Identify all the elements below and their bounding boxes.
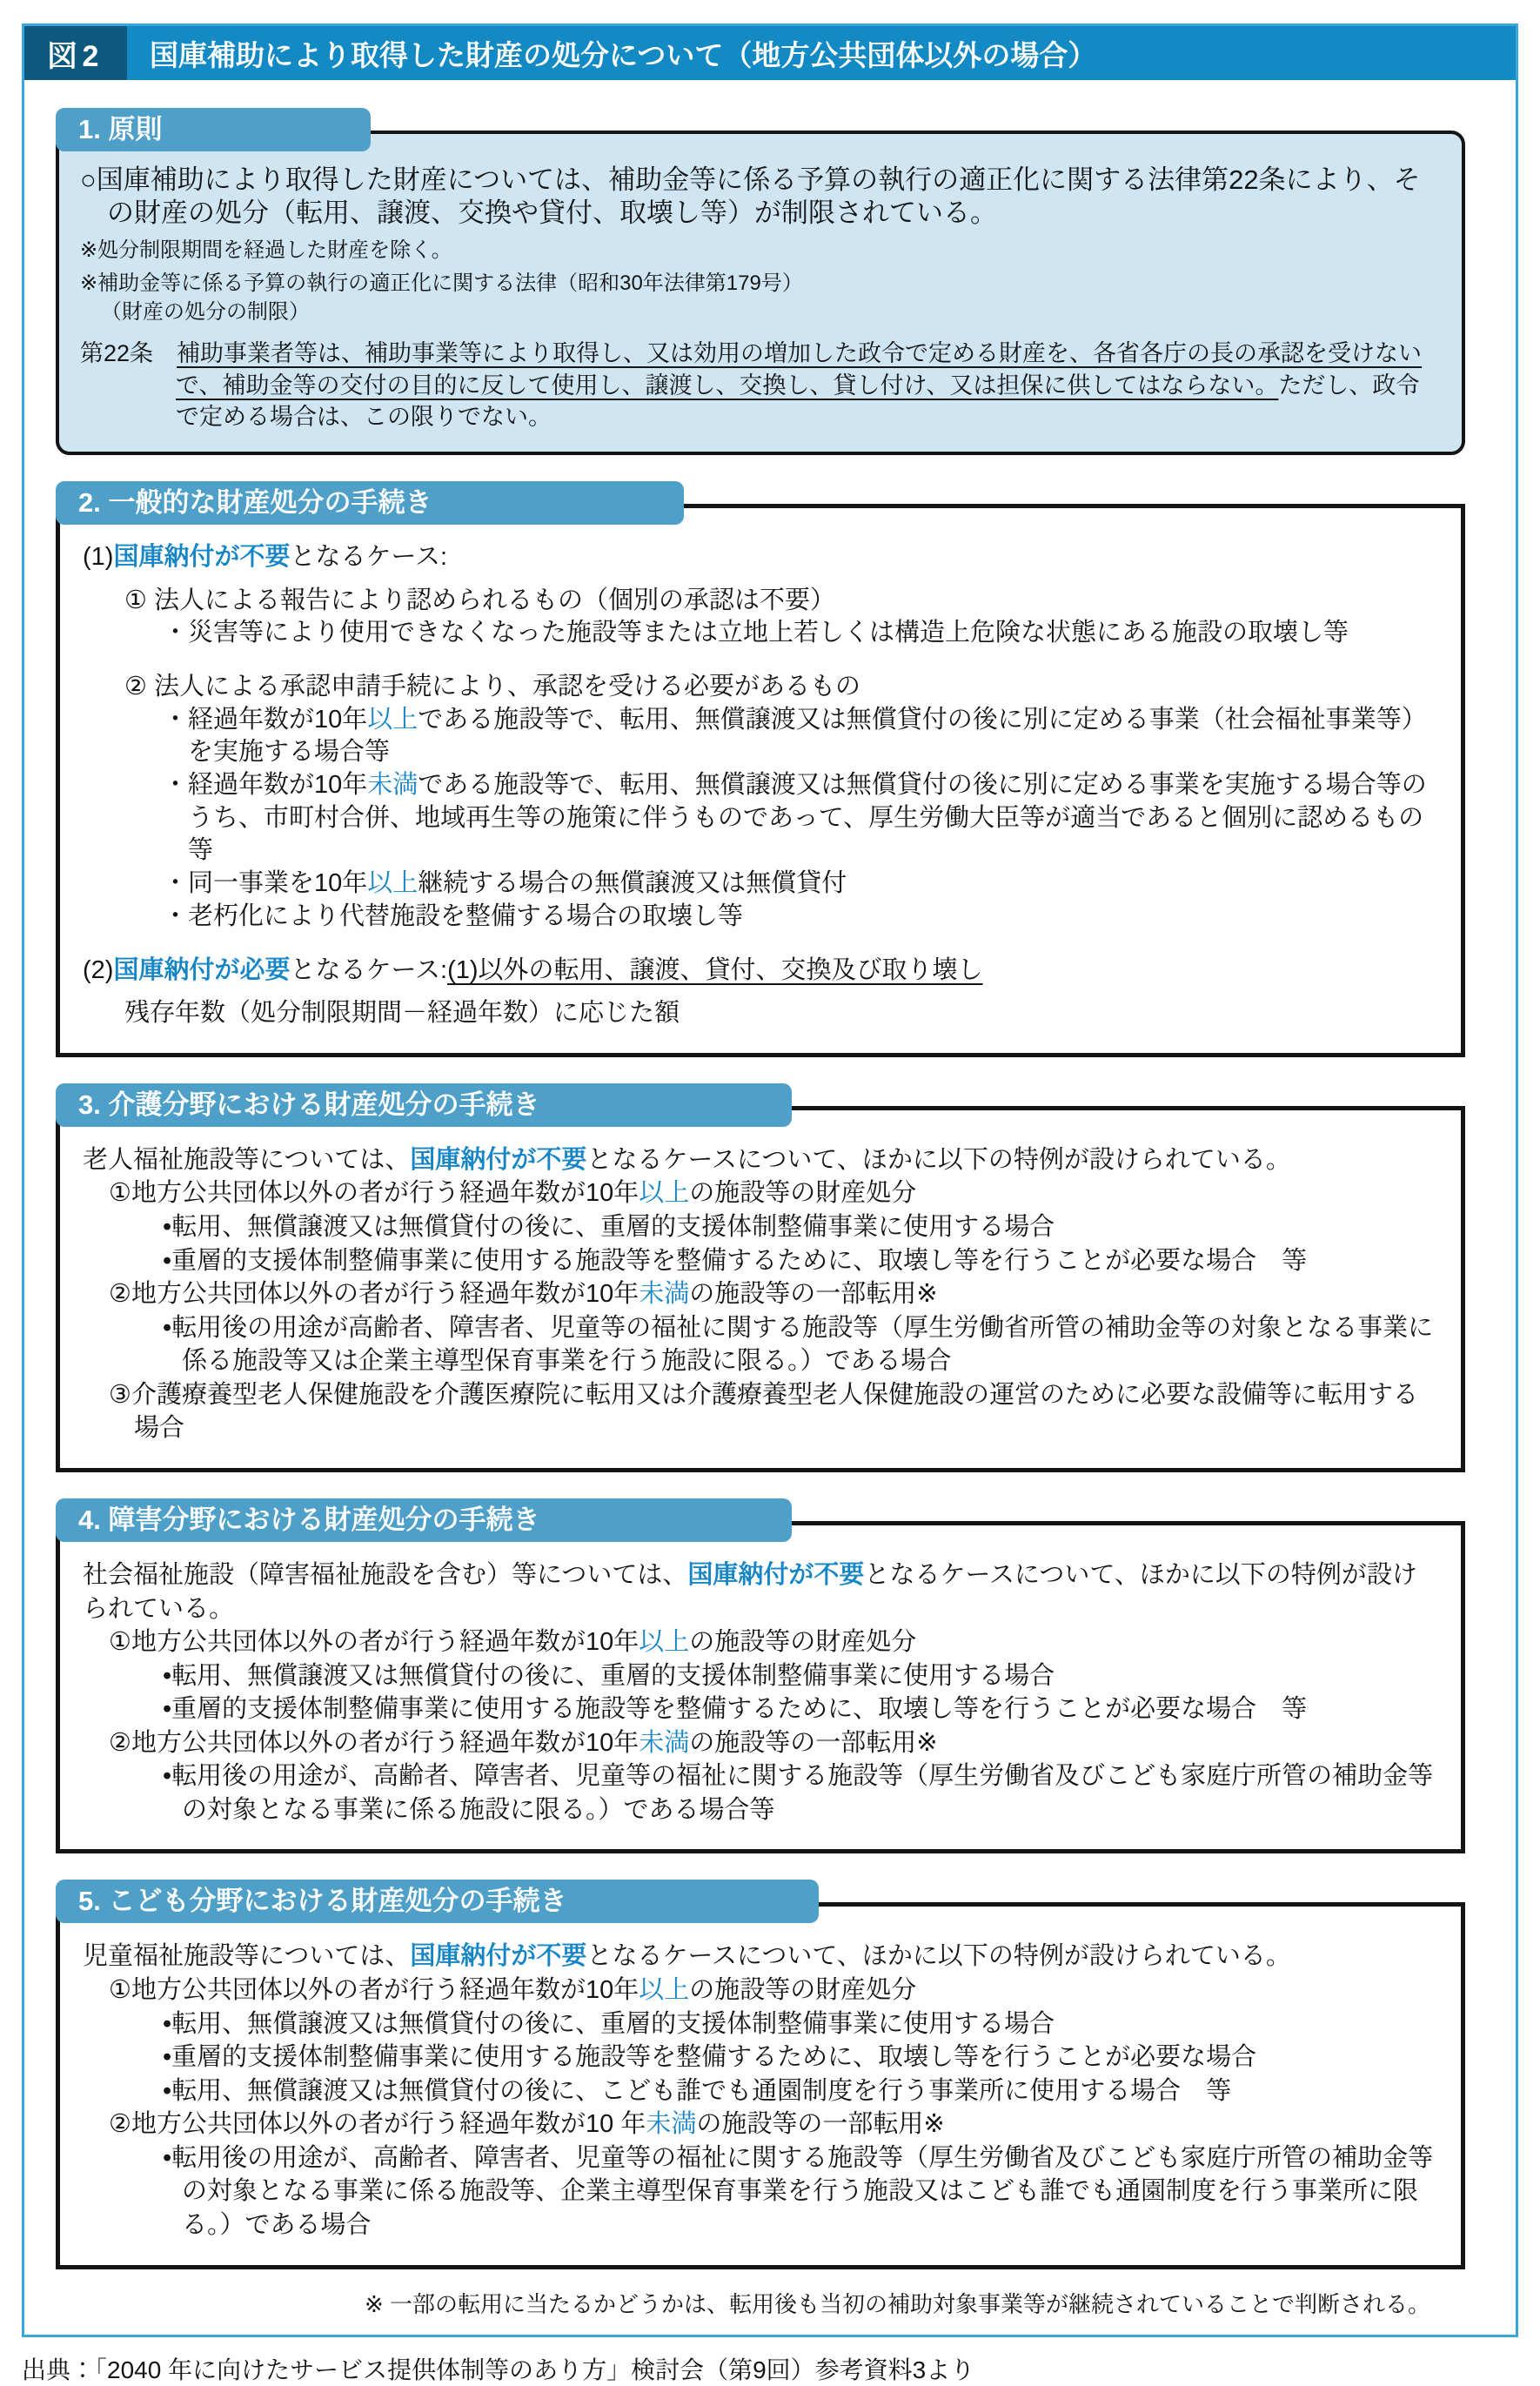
text-run: ・災害等により使用できなくなった施設等または立地上若しくは構造上危険な状態にある施設の取壊し等 (163, 619, 1349, 647)
text-line (109, 1277, 1438, 1311)
text-line (80, 270, 1437, 297)
text-run: •転用、無償譲渡又は無償貸付の後に、重層的支援体制整備事業に使用する場合 (163, 2009, 1055, 2038)
text-run: 補助事業者等は、補助事業等により取得し、又は効用の増加した政令で定める財産を、各省各庁の長の承認を受けないで、補助金等の交付の目的に反して使用し、譲渡し、交換し、貸し付け、又は担保に供してはならない。 (176, 340, 1423, 399)
keyword-highlight: 国庫納付が必要 (113, 955, 291, 984)
text-run: ・老朽化により代替施設を整備する場合の取壊し等 (163, 901, 744, 930)
section-box (56, 1521, 1465, 1854)
text-run: 未満 (639, 1280, 690, 1309)
text-line (109, 1625, 1438, 1659)
text-run: ○国庫補助により取得した財産については、補助金等に係る予算の執行の適正化に関する法律第22条により、その財産の処分（転用、譲渡、交換や貸付、取壊し等）が制限されている。 (80, 164, 1421, 229)
figure-number-label: 図2 (24, 26, 127, 80)
section-principle (56, 108, 1465, 455)
text-run: ③介護療養型老人保健施設を介護医療院に転用又は介護療養型老人保健施設の運営のために必要な設備等に転用する場合 (109, 1380, 1419, 1443)
text-line (83, 955, 1438, 988)
text-run: （財産の処分の制限） (101, 300, 310, 325)
text-run: の施設等の財産処分 (689, 1179, 917, 1208)
keyword-highlight: 国庫納付が不要 (113, 542, 291, 571)
footnote: ※ 一部の転用に当たるかどうかは、転用後も当初の補助対象事業等が継続されていることで判断される。 (364, 2290, 1430, 2317)
section-box (56, 504, 1465, 1057)
text-run: •転用後の用途が、高齢者、障害者、児童等の福祉に関する施設等（厚生労働省及びこども家庭庁所管の補助金等の対象となる事業に係る施設に限る。）である場合等 (163, 1762, 1434, 1824)
text-run: ただし、政令で定める場合は、この限りでない。 (176, 372, 1420, 430)
text-line (124, 997, 1438, 1030)
text-run: 以上 (639, 1628, 690, 1657)
source-caption: 出典：「2040 年に向けたサービス提供体制等のあり方」検討会（第9回）参考資料3より (22, 2356, 975, 2383)
text-run: ② 法人による承認申請手続により、承認を受ける必要があるもの (124, 673, 861, 701)
text-line (163, 1210, 1438, 1244)
section-care-field (56, 1083, 1465, 1472)
text-line (163, 1759, 1438, 1826)
text-line (163, 2007, 1438, 2041)
text-line (109, 2108, 1438, 2141)
text-line (163, 2141, 1438, 2242)
text-run: ②地方公共団体以外の者が行う経過年数が10年 (109, 1280, 639, 1309)
text-line (83, 1143, 1438, 1177)
text-run: となるケースについて、ほかに以下の特例が設けられている。 (586, 1145, 1291, 1174)
text-run: の施設等の一部転用※ (689, 1280, 938, 1309)
text-line (83, 1940, 1438, 1974)
text-run: となるケースについて、ほかに以下の特例が設けられている。 (83, 1560, 1417, 1623)
text-run: ① 法人による報告により認められるもの（個別の承認は不要） (124, 586, 836, 614)
text-run: 継続する場合の無償譲渡又は無償貸付 (418, 869, 847, 898)
section-tab: 5. こども分野における財産処分の手続き (56, 1880, 819, 1923)
section-tab: 3. 介護分野における財産処分の手続き (56, 1083, 792, 1127)
text-run: 未満 (639, 1728, 690, 1757)
text-line (163, 2074, 1438, 2108)
text-line (163, 2041, 1438, 2074)
text-line (163, 1659, 1438, 1693)
text-run: である施設等で、転用、無償譲渡又は無償貸付の後に別に定める事業を実施する場合等のうち、市町村合併、地域再生等の施策に伴うものであって、厚生労働大臣等が適当であると個別に認めるもの等 (188, 771, 1427, 865)
text-line (163, 1244, 1438, 1278)
text-run: となるケース: (290, 955, 448, 984)
figure-title: 国庫補助により取得した財産の処分について（地方公共団体以外の場合） (127, 26, 1516, 80)
keyword-highlight: 国庫納付が不要 (410, 1942, 587, 1971)
text-run: 児童福祉施設等については、 (83, 1942, 411, 1971)
section-tab: 2. 一般的な財産処分の手続き (56, 481, 684, 525)
text-run: ・同一事業を10年 (163, 869, 368, 898)
text-line (163, 868, 1438, 901)
text-run: 老人福祉施設等については、 (83, 1145, 411, 1174)
text-run: である施設等で、転用、無償譲渡又は無償貸付の後に別に定める事業（社会福祉事業等）を実施する場合等 (188, 705, 1427, 767)
text-run: となるケース: (290, 542, 448, 571)
text-line (80, 164, 1437, 231)
text-line (163, 704, 1438, 769)
section-children-field (56, 1880, 1465, 2269)
text-run: の施設等の一部転用※ (696, 2110, 945, 2139)
text-line (109, 1176, 1438, 1210)
text-run: 未満 (367, 771, 418, 800)
text-run: ・経過年数が10年 (163, 705, 368, 734)
text-line (163, 1311, 1438, 1378)
text-run: •転用後の用途が高齢者、障害者、児童等の福祉に関する施設等（厚生労働省所管の補助金等の対象となる事業に係る施設等又は企業主導型保育事業を行う施設に限る。）である場合 (163, 1313, 1434, 1376)
text-line (163, 769, 1438, 868)
text-run: の施設等の財産処分 (689, 1628, 917, 1657)
text-run: ①地方公共団体以外の者が行う経過年数が10年 (109, 1179, 639, 1208)
text-run: 未満 (646, 2110, 697, 2139)
text-run: (1)以外の転用、譲渡、貸付、交換及び取り壊し (447, 955, 983, 984)
text-run: 残存年数（処分制限期間－経過年数）に応じた額 (124, 999, 680, 1028)
text-line (124, 585, 1438, 618)
text-line (109, 1378, 1438, 1445)
text-run: ①地方公共団体以外の者が行う経過年数が10年 (109, 1628, 639, 1657)
text-run: の施設等の一部転用※ (689, 1728, 938, 1757)
text-line (83, 541, 1438, 574)
text-run: •転用後の用途が、高齢者、障害者、児童等の福祉に関する施設等（厚生労働省及びこども家庭庁所管の補助金等の対象となる事業に係る施設等、企業主導型保育事業を行う施設又はこども誰でも通園制度を行う事業所に限る。）である場合 (163, 2143, 1434, 2239)
keyword-highlight: 国庫納付が不要 (410, 1145, 587, 1174)
text-line (163, 901, 1438, 934)
text-run: 以上 (639, 1976, 690, 2005)
text-line (83, 1558, 1438, 1625)
section-disability-field (56, 1498, 1465, 1854)
section-box (56, 131, 1465, 455)
text-run: となるケースについて、ほかに以下の特例が設けられている。 (586, 1942, 1291, 1971)
text-run: ※処分制限期間を経過した財産を除く。 (80, 238, 452, 262)
section-tab: 1. 原則 (56, 108, 371, 151)
text-line (80, 237, 1437, 264)
page (0, 23, 1540, 2383)
text-run: •転用、無償譲渡又は無償貸付の後に、重層的支援体制整備事業に使用する場合 (163, 1661, 1055, 1690)
section-box (56, 1902, 1465, 2269)
text-run: ※補助金等に係る予算の執行の適正化に関する法律（昭和30年法律第179号） (80, 271, 803, 296)
text-run: ②地方公共団体以外の者が行う経過年数が10年 (109, 1728, 639, 1757)
text-run: •転用、無償譲渡又は無償貸付の後に、こども誰でも通園制度を行う事業所に使用する場合 等 (163, 2076, 1232, 2105)
text-run: 社会福祉施設（障害福祉施設を含む）等については、 (83, 1560, 688, 1589)
text-run: 以上 (367, 869, 418, 898)
text-run: の施設等の財産処分 (689, 1976, 917, 2005)
text-run: •転用、無償譲渡又は無償貸付の後に、重層的支援体制整備事業に使用する場合 (163, 1213, 1055, 1242)
text-line (163, 1692, 1438, 1726)
text-run: 以上 (639, 1179, 690, 1208)
text-line (109, 1726, 1438, 1760)
text-run: ②地方公共団体以外の者が行う経過年数が10 年 (109, 2110, 646, 2139)
text-run: 第22条 (80, 340, 177, 367)
keyword-highlight: 国庫納付が不要 (687, 1560, 865, 1589)
text-line (163, 617, 1438, 650)
text-line (80, 338, 1437, 432)
section-general-procedure (56, 481, 1465, 1057)
figure-header (24, 26, 1516, 80)
text-run: •重層的支援体制整備事業に使用する施設等を整備するために、取壊し等を行うことが必要な場合 等 (163, 1695, 1308, 1724)
figure-content (24, 80, 1516, 2326)
section-tab: 4. 障害分野における財産処分の手続き (56, 1498, 792, 1542)
text-run: (2) (83, 955, 114, 984)
text-line (124, 671, 1438, 704)
text-run: •重層的支援体制整備事業に使用する施設等を整備するために、取壊し等を行うことが必要な場合 (163, 2043, 1257, 2072)
text-run: ・経過年数が10年 (163, 771, 368, 800)
text-line (109, 1974, 1438, 2007)
figure-frame (22, 23, 1518, 2337)
text-run: •重層的支援体制整備事業に使用する施設等を整備するために、取壊し等を行うことが必要な場合 等 (163, 1246, 1308, 1275)
text-run: ①地方公共団体以外の者が行う経過年数が10年 (109, 1976, 639, 2005)
text-run: 以上 (367, 705, 418, 734)
text-run: (1) (83, 542, 114, 571)
text-line (80, 298, 1437, 325)
section-box (56, 1106, 1465, 1472)
